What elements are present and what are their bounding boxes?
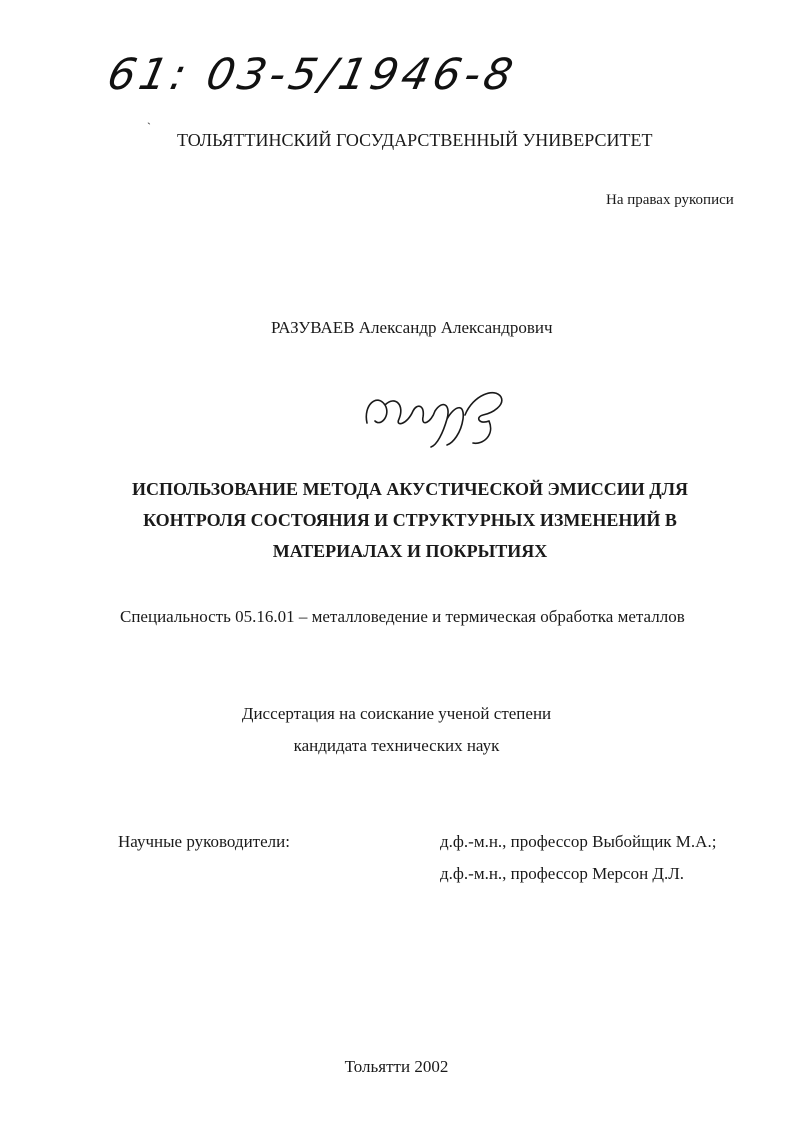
- university-name: ТОЛЬЯТТИНСКИЙ ГОСУДАРСТВЕННЫЙ УНИВЕРСИТЕТ: [177, 130, 653, 150]
- handwritten-archive-code: 61: 03-5/1946-8: [103, 50, 521, 100]
- supervisor-1: д.ф.-м.н., профессор Выбойщик М.А.;: [440, 832, 717, 851]
- city-year: Тольятти 2002: [344, 1057, 449, 1076]
- author-signature: [355, 375, 525, 455]
- dissertation-title: [100, 474, 720, 567]
- supervisor-2: д.ф.-м.н., профессор Мерсон Д.Л.: [440, 864, 685, 883]
- mark-dot: `: [147, 120, 151, 134]
- manuscript-rights-note: На правах рукописи: [606, 192, 734, 208]
- degree-line-2: кандидата технических наук: [293, 736, 500, 755]
- author-name: РАЗУВАЕВ Александр Александрович: [271, 318, 553, 337]
- title-line-1: ИСПОЛЬЗОВАНИЕ МЕТОДА АКУСТИЧЕСКОЙ ЭМИССИИ ДЛЯ: [131, 479, 689, 499]
- supervisors-label: Научные руководители:: [118, 832, 290, 851]
- title-line-3: МАТЕРИАЛАХ И ПОКРЫТИЯХ: [272, 541, 548, 561]
- degree-line-1: Диссертация на соискание ученой степени: [241, 704, 552, 723]
- title-line-2: КОНТРОЛЯ СОСТОЯНИЯ И СТРУКТУРНЫХ ИЗМЕНЕНИЙ В: [143, 510, 677, 530]
- specialty: Специальность 05.16.01 – металловедение и термическая обработка металлов: [120, 607, 685, 626]
